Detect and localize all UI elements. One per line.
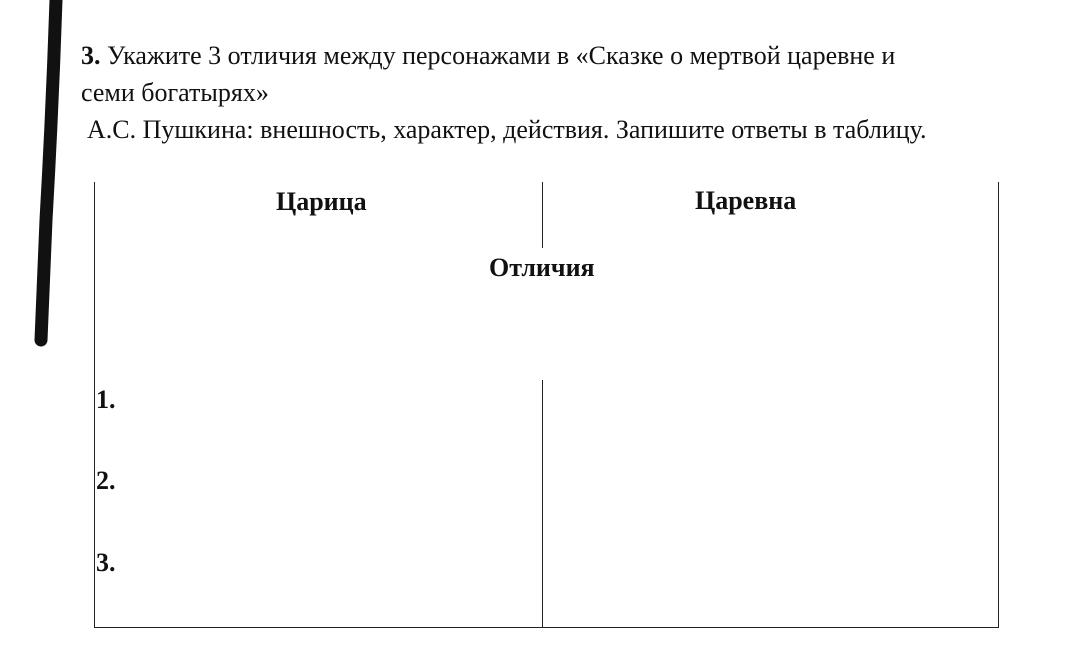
row-label-3: 3. (96, 548, 116, 577)
section-label: Отличия (489, 253, 595, 282)
table-border-bottom (94, 627, 999, 628)
header-tsaritsa: Царица (276, 187, 367, 216)
answer-cell-1-right[interactable] (550, 380, 990, 460)
table-divider-header (542, 182, 543, 248)
header-tsarevna: Царевна (695, 186, 797, 215)
row-label-1: 1. (96, 385, 116, 414)
answer-cell-2-right[interactable] (550, 462, 990, 542)
task-line-2: семи богатырях» (81, 78, 269, 107)
row-label-2: 2. (96, 466, 116, 495)
answer-cell-3-right[interactable] (550, 544, 990, 624)
table-border-left (94, 182, 95, 628)
task-number: 3. (81, 41, 101, 70)
answer-cell-1-left[interactable] (130, 380, 530, 460)
table-divider-rows (542, 380, 543, 628)
task-line-3: А.С. Пушкина: внешность, характер, действия. Запишите ответы в таблицу. (87, 115, 927, 144)
table-border-right (998, 182, 999, 628)
answer-cell-3-left[interactable] (130, 544, 530, 624)
pen-mark (0, 0, 80, 360)
answer-cell-2-left[interactable] (130, 462, 530, 542)
task-line-1: 3. Укажите 3 отличия между персонажами в «Сказке о мертвой царевне и (81, 41, 896, 70)
task-text (81, 37, 1041, 148)
